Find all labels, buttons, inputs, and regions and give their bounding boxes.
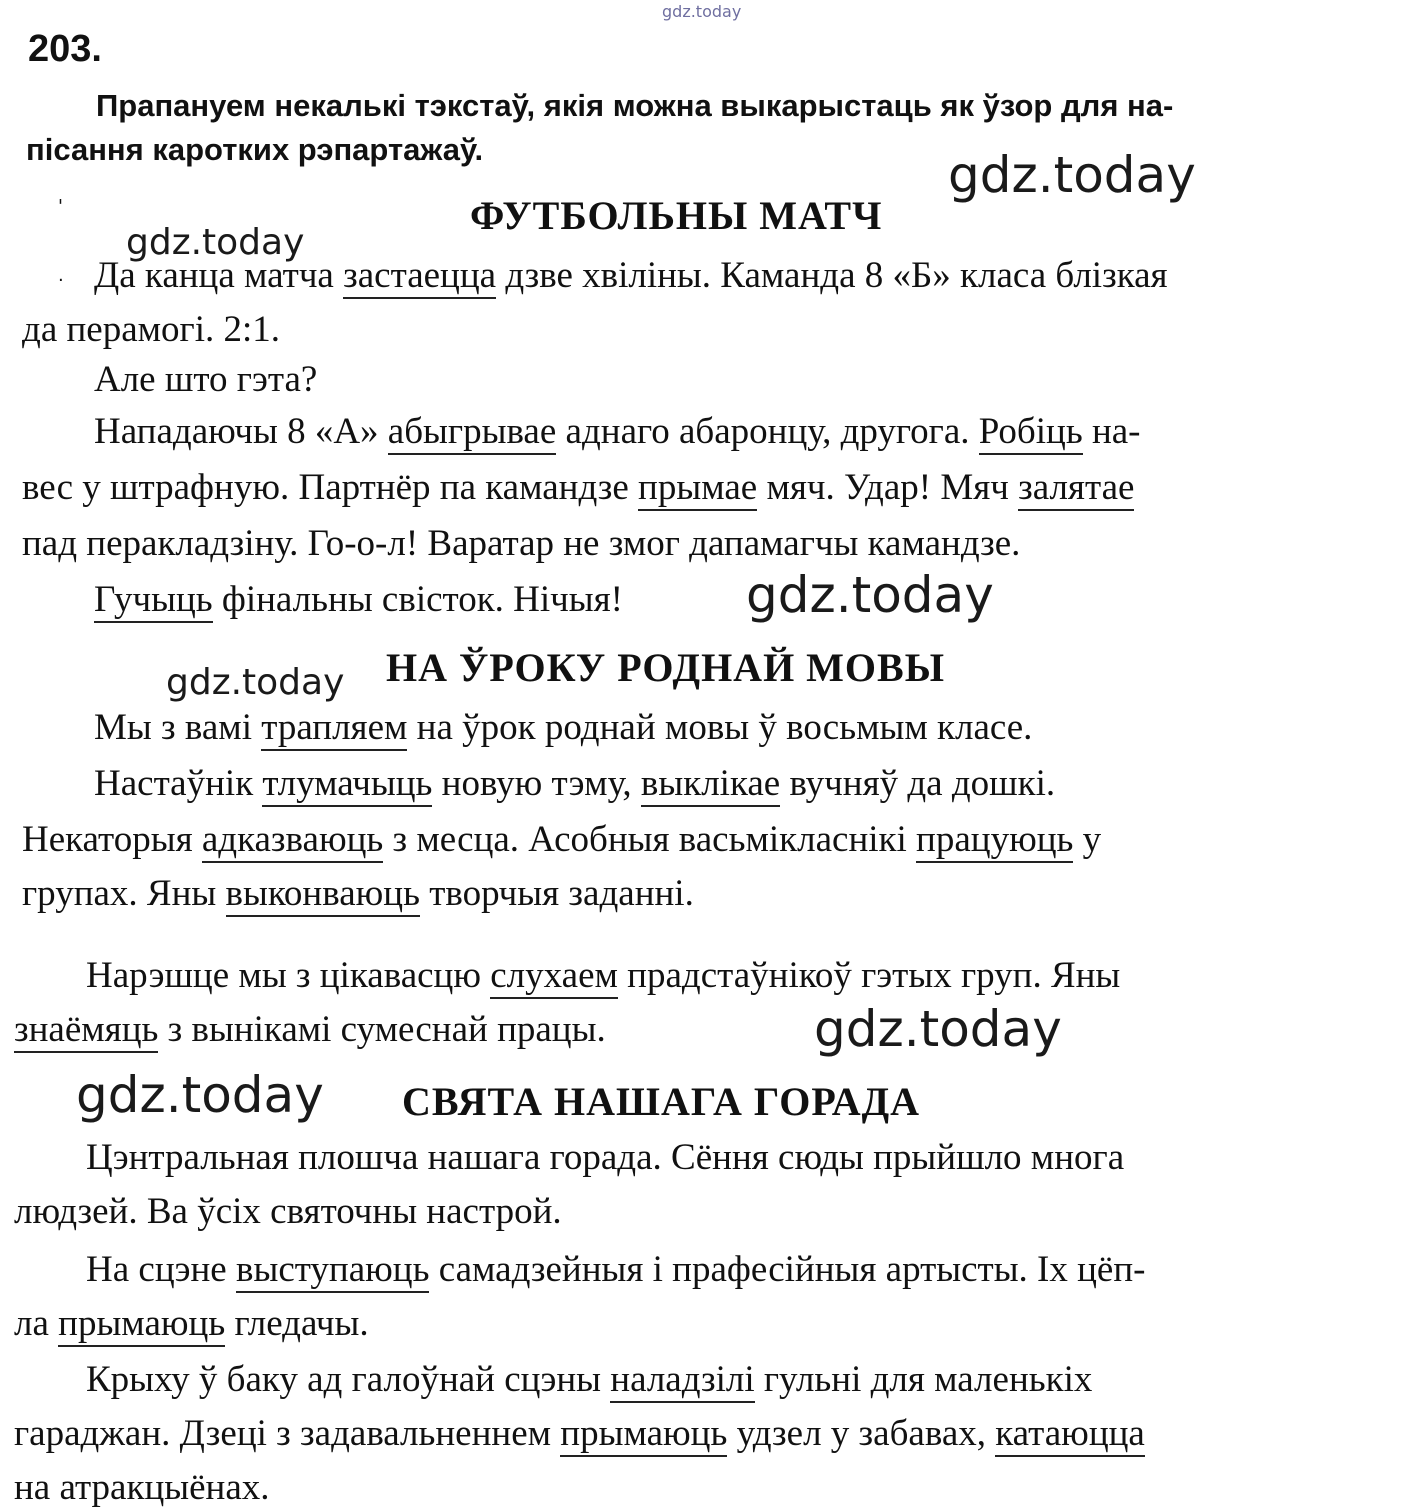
holiday-line-1: Цэнтральная плошча нашага горада. Сёння сюды прыйшло многа	[86, 1137, 1125, 1178]
underlined-verb: залятае	[1018, 467, 1134, 511]
underlined-verb: абыгрывае	[388, 411, 556, 455]
lesson-line-2: Настаўнік тлумачыць новую тэму, выклікае вучняў да дошкі.	[94, 762, 1055, 805]
stray-mark: '	[58, 196, 63, 217]
section-title-holiday: СВЯТА НАШАГА ГОРАДА	[402, 1079, 921, 1124]
underlined-verb: Гучыць	[94, 579, 213, 623]
underlined-verb: прымае	[638, 467, 757, 511]
lesson-line-4: групах. Яны выконваюць творчыя заданні.	[22, 872, 694, 915]
underlined-verb: прымаюць	[560, 1413, 727, 1457]
holiday-line-3: На сцэне выступаюць самадзейныя і прафесійныя артысты. Іх цёп-	[86, 1248, 1145, 1291]
football-line-5: вес у штрафную. Партнёр па камандзе прымае мяч. Удар! Мяч залятае	[22, 466, 1134, 509]
underlined-verb: застаецца	[343, 255, 496, 299]
underlined-verb: Робіць	[979, 411, 1083, 455]
football-line-3: Але што гэта?	[94, 359, 318, 400]
section-title-lesson: НА ЎРОКУ РОДНАЙ МОВЫ	[386, 645, 946, 690]
football-line-2: да перамогі. 2:1.	[22, 309, 281, 350]
watermark: gdz.today	[746, 566, 994, 624]
lesson-line-1: Мы з вамі трапляем на ўрок роднай мовы ў восьмым класе.	[94, 706, 1032, 749]
watermark: gdz.today	[166, 662, 345, 703]
lesson-line-5: Нарэшце мы з цікавасцю слухаем прадстаўнікоў гэтых груп. Яны	[86, 954, 1120, 997]
underlined-verb: трапляем	[261, 707, 407, 751]
watermark: gdz.today	[948, 146, 1196, 204]
underlined-verb: тлумачыць	[262, 763, 432, 807]
watermark-top: gdz.today	[662, 2, 742, 21]
football-line-1: Да канца матча застаецца дзве хвіліны. Каманда 8 «Б» класа блізкая	[94, 254, 1168, 297]
watermark: gdz.today	[76, 1066, 324, 1124]
underlined-verb: катаюцца	[995, 1413, 1145, 1457]
stray-mark: ·	[58, 270, 64, 291]
underlined-verb: знаёмяць	[14, 1009, 158, 1053]
underlined-verb: наладзілі	[610, 1359, 754, 1403]
holiday-line-4: ла прымаюць гледачы.	[14, 1302, 369, 1345]
football-line-4: Нападаючы 8 «А» абыгрывае аднаго абаронцу, другога. Робіць на-	[94, 410, 1141, 453]
underlined-verb: працуюць	[916, 819, 1073, 863]
underlined-verb: выконваюць	[226, 873, 420, 917]
holiday-line-2: людзей. Ва ўсіх святочны настрой.	[14, 1191, 562, 1232]
football-line-6: пад перакладзіну. Го-о-л! Варатар не змог дапамагчы камандзе.	[22, 523, 1021, 564]
underlined-verb: слухаем	[490, 955, 618, 999]
watermark: gdz.today	[126, 222, 305, 263]
underlined-verb: прымаюць	[58, 1303, 225, 1347]
intro-line-1: Прапануем некалькі тэкстаў, якія можна выкарыстаць як ўзор для на-	[96, 88, 1174, 123]
lesson-line-6: знаёмяць з вынікамі сумеснай працы.	[14, 1008, 606, 1051]
underlined-verb: выклікае	[641, 763, 780, 807]
section-title-football: ФУТБОЛЬНЫ МАТЧ	[470, 193, 883, 238]
holiday-line-6: гараджан. Дзеці з задавальненнем прымаюць удзел у забавах, катаюцца	[14, 1412, 1145, 1455]
watermark: gdz.today	[814, 1000, 1062, 1058]
lesson-line-3: Некаторыя адказваюць з месца. Асобныя васьмікласнікі працуюць у	[22, 818, 1101, 861]
intro-line-2: пісання каротких рэпартажаў.	[26, 132, 484, 167]
holiday-line-5: Крыху ў баку ад галоўнай сцэны наладзілі гульні для маленькіх	[86, 1358, 1092, 1401]
football-line-7: Гучыць фінальны свісток. Нічыя!	[94, 578, 623, 621]
underlined-verb: выступаюць	[236, 1249, 429, 1293]
task-number: 203.	[28, 28, 102, 70]
holiday-line-7: на атракцыёнах.	[14, 1467, 270, 1508]
underlined-verb: адказваюць	[202, 819, 383, 863]
